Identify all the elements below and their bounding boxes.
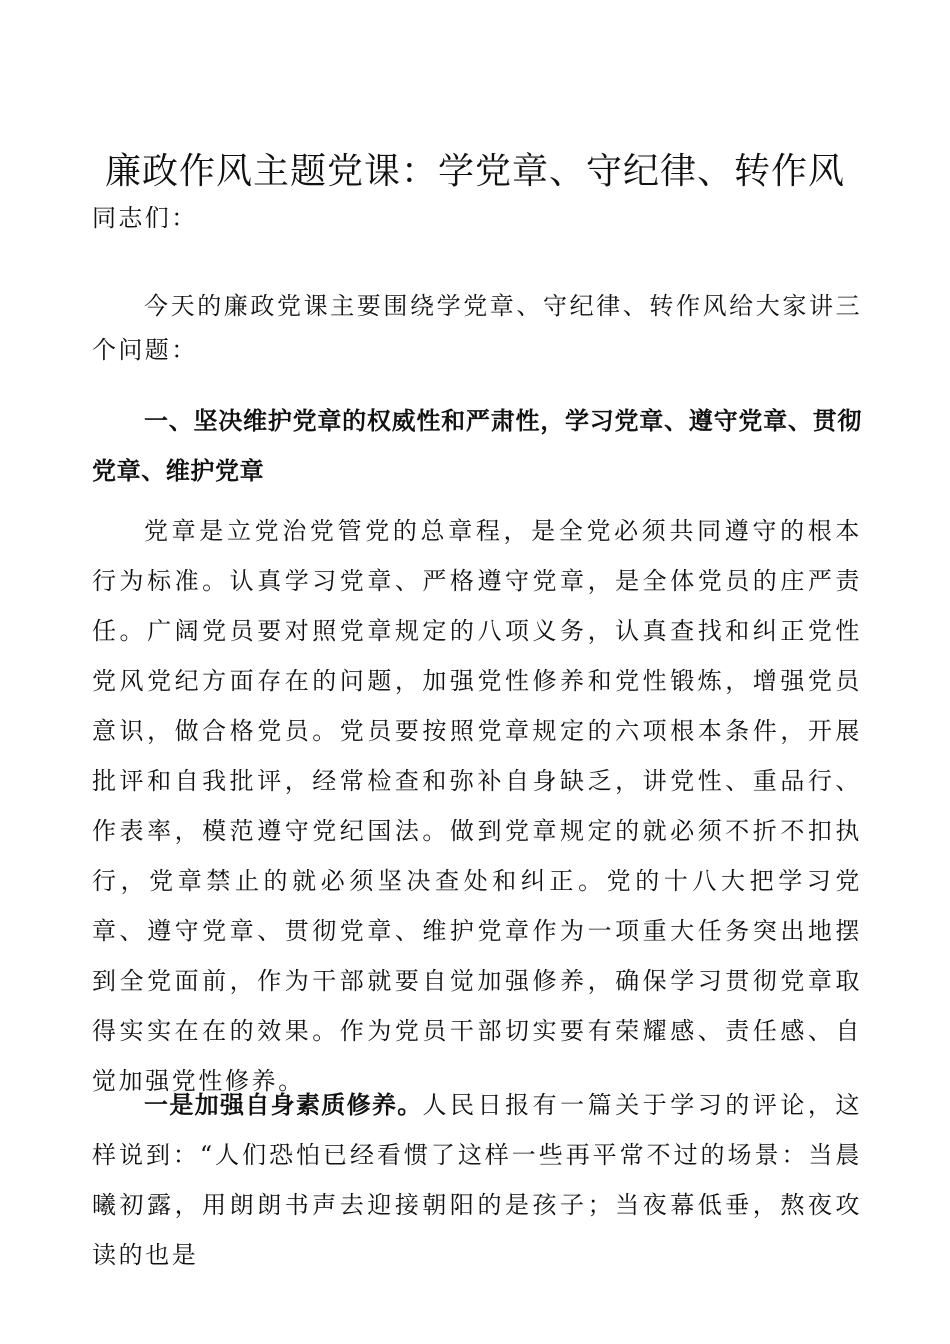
point-1-paragraph [92,1080,862,1280]
salutation: 同志们： [92,204,198,232]
section-heading-1: 一、坚决维护党章的权威性和严肃性，学习党章、遵守党章、贯彻党章、维护党章 [92,407,862,485]
point-1-body: 人民日报有一篇关于学习的评论，这样说到：“人们恐怕已经看惯了这样一些再平常不过的场景：当晨曦初露，用朗朗书声去迎接朝阳的是孩子；当夜幕低垂，熬夜攻读的也是 [92,1091,862,1269]
point-1-lead: 一是加强自身素质修养。 [144,1091,423,1119]
intro-paragraph: 今天的廉政党课主要围绕学党章、守纪律、转作风给大家讲三个问题： [92,292,862,364]
page-title: 廉政作风主题党课：学党章、守纪律、转作风 [104,151,845,192]
section-1-body: 党章是立党治党管党的总章程，是全党必须共同遵守的根本行为标准。认真学习党章、严格遵守党章，是全体党员的庄严责任。广阔党员要对照党章规定的八项义务，认真查找和纠正党性党风党纪方面存在的问题，加强党性修养和党性锻炼，增强党员意识，做合格党员。党员要按照党章规定的六项根本条件，开展批评和自我批评，经常检查和弥补自身缺乏，讲党性、重品行、作表率，模范遵守党纪国法。做到党章规定的就必须不折不扣执行，党章禁止的就必须坚决查处和纠正。党的十八大把学习党章、遵守党章、贯彻党章、维护党章作为一项重大任务突出地摆到全党面前，作为干部就要自觉加强修养，确保学习贯彻党章取得实实在在的效果。作为党员干部切实要有荣耀感、责任感、自觉加强党性修养。 [92,517,862,1095]
